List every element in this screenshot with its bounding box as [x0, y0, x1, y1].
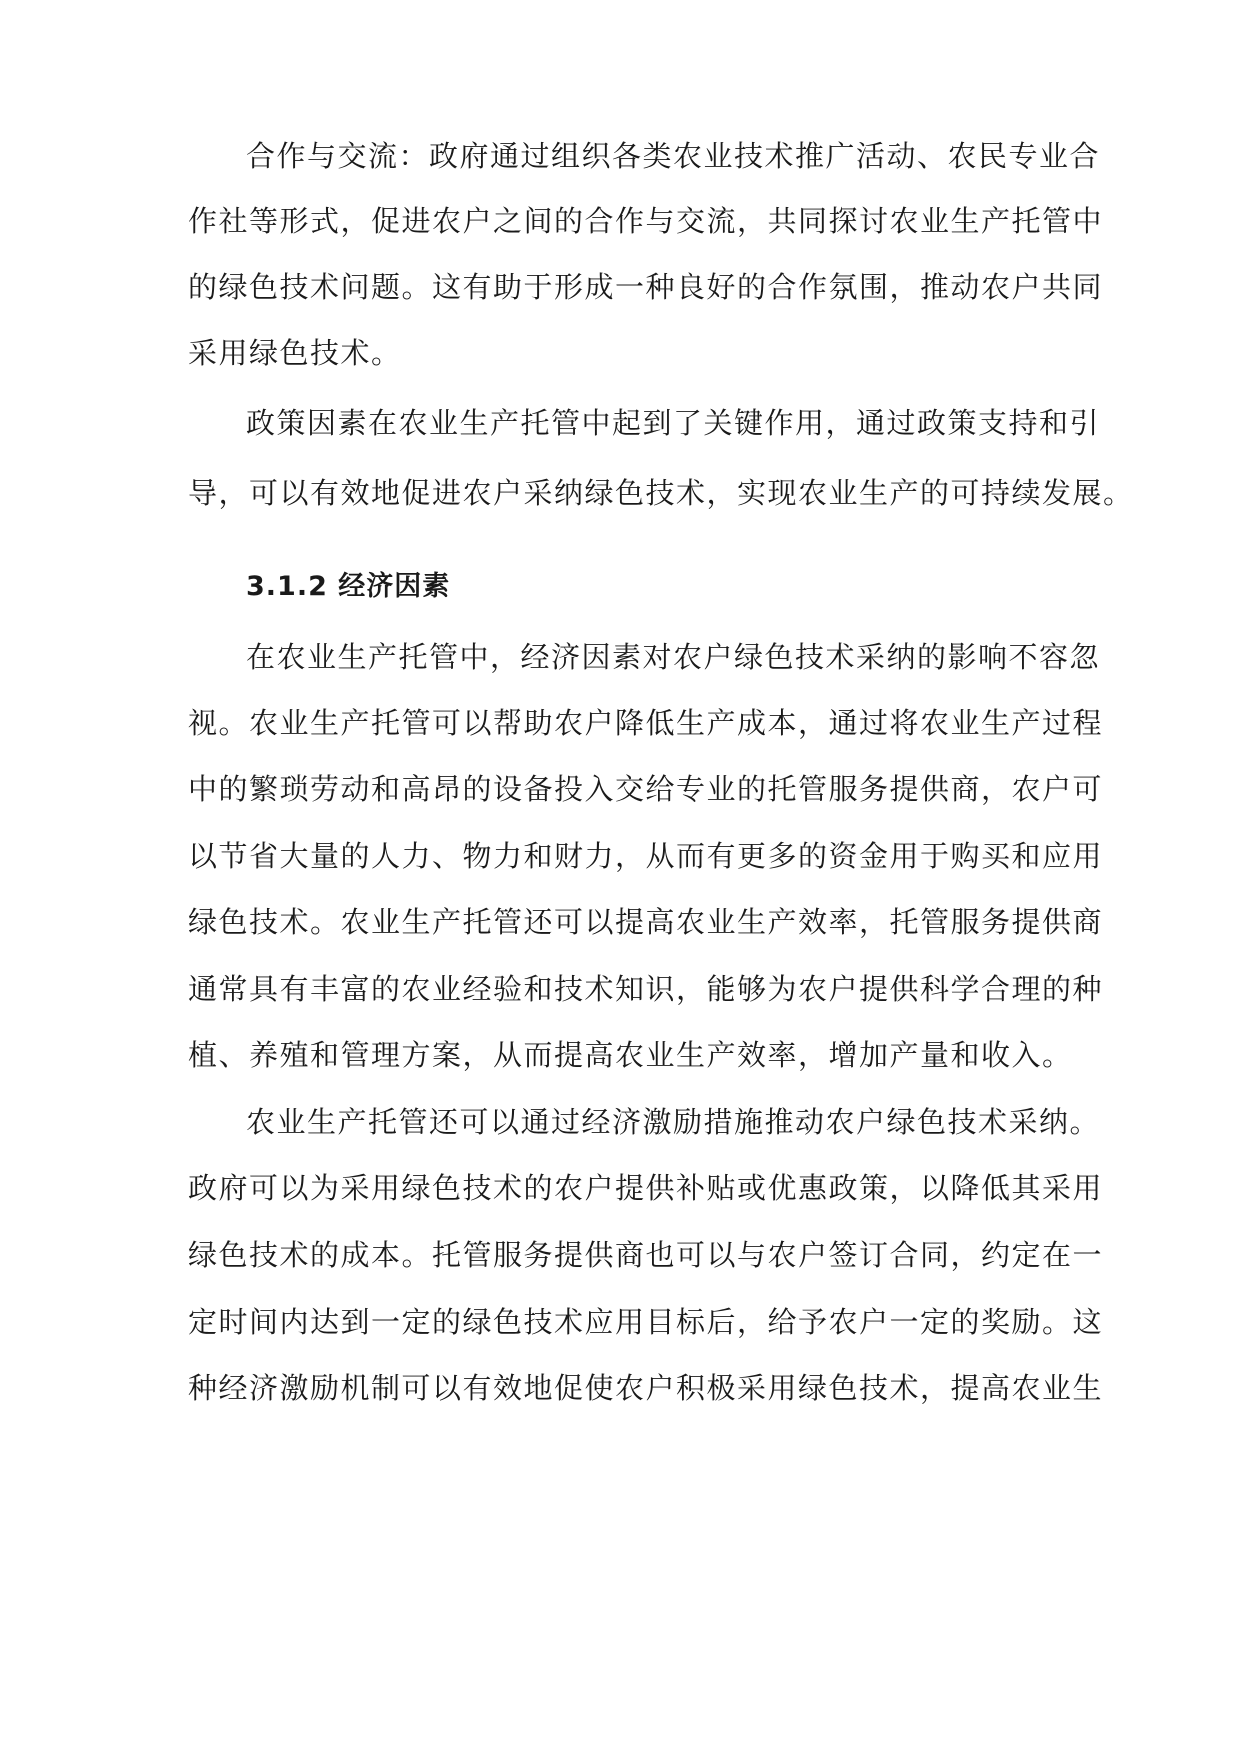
paragraph-3-line-5: 绿色技术。农业生产托管还可以提高农业生产效率，托管服务提供商 [188, 905, 1104, 939]
paragraph-4-line-3: 绿色技术的成本。托管服务提供商也可以与农户签订合同，约定在一 [188, 1238, 1104, 1272]
paragraph-4-line-5: 种经济激励机制可以有效地促使农户积极采用绿色技术，提高农业生 [188, 1371, 1104, 1405]
paragraph-1-line-2: 作社等形式，促进农户之间的合作与交流，共同探讨农业生产托管中 [188, 204, 1104, 238]
paragraph-4-line-2: 政府可以为采用绿色技术的农户提供补贴或优惠政策，以降低其采用 [188, 1171, 1104, 1205]
paragraph-1-line-3: 的绿色技术问题。这有助于形成一种良好的合作氛围，推动农户共同 [188, 270, 1104, 304]
paragraph-3-line-2: 视。农业生产托管可以帮助农户降低生产成本，通过将农业生产过程 [188, 706, 1104, 740]
paragraph-3-line-6: 通常具有丰富的农业经验和技术知识，能够为农户提供科学合理的种 [188, 972, 1104, 1006]
paragraph-3-line-4: 以节省大量的人力、物力和财力，从而有更多的资金用于购买和应用 [188, 839, 1104, 873]
paragraph-4-line-4: 定时间内达到一定的绿色技术应用目标后，给予农户一定的奖励。这 [188, 1305, 1104, 1339]
paragraph-2-line-2: 导，可以有效地促进农户采纳绿色技术，实现农业生产的可持续发展。 [188, 476, 1134, 510]
paragraph-3-line-7: 植、养殖和管理方案，从而提高农业生产效率，增加产量和收入。 [188, 1038, 1073, 1072]
paragraph-1-line-4: 采用绿色技术。 [188, 336, 402, 370]
section-heading: 3.1.2 经济因素 [246, 571, 451, 602]
paragraph-4-line-1: 农业生产托管还可以通过经济激励措施推动农户绿色技术采纳。 [246, 1105, 1101, 1139]
paragraph-3-line-1: 在农业生产托管中，经济因素对农户绿色技术采纳的影响不容忽 [246, 640, 1101, 674]
paragraph-2-line-1: 政策因素在农业生产托管中起到了关键作用，通过政策支持和引 [246, 406, 1101, 440]
paragraph-1-line-1: 合作与交流：政府通过组织各类农业技术推广活动、农民专业合 [246, 139, 1101, 173]
paragraph-3-line-3: 中的繁琐劳动和高昂的设备投入交给专业的托管服务提供商，农户可 [188, 772, 1104, 806]
